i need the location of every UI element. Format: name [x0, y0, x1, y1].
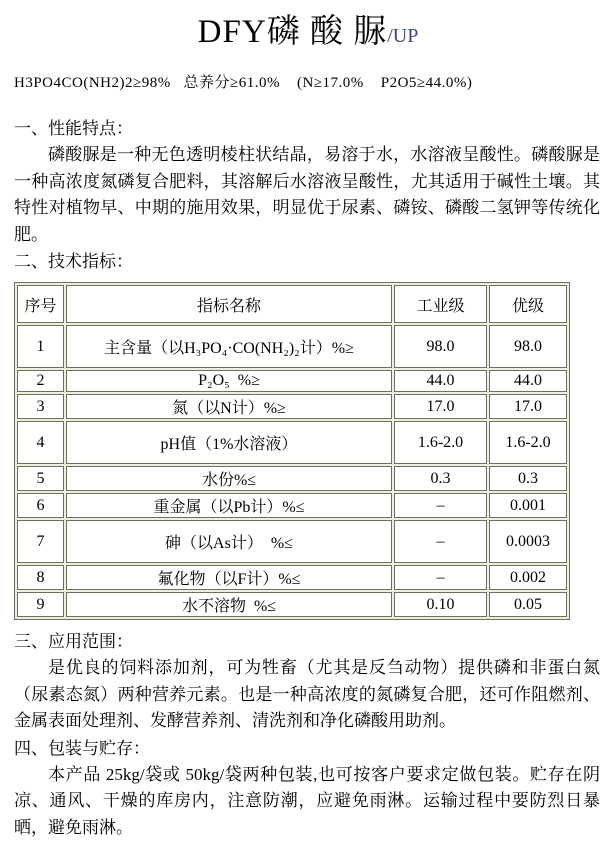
header-cell-no: 序号 — [17, 285, 64, 323]
page-title-suffix: /UP — [387, 25, 418, 47]
header-cell-industrial-grade: 工业级 — [394, 285, 487, 323]
industrial-value-cell: 0.3 — [394, 466, 487, 491]
table-row — [17, 466, 567, 491]
premium-value-cell: 0.001 — [489, 493, 567, 518]
section-heading-performance: 一、性能特点： — [14, 116, 616, 142]
page-title-main: DFY磷 酸 脲 — [198, 14, 388, 50]
row-no-cell: 7 — [17, 520, 64, 563]
premium-value-cell: 0.3 — [489, 466, 567, 491]
premium-value-cell: 98.0 — [489, 325, 567, 368]
technical-indicators-table — [14, 282, 570, 620]
section-body-performance: 磷酸脲是一种无色透明棱柱状结晶，易溶于水，水溶液呈酸性。磷酸脲是一种高浓度氮磷复合肥料，其溶解后水溶液呈酸性，尤其适用于碱性土壤。其特性对植物早、中期的施用效果，明显优于尿素、磷铵、磷酸二氢钾等传统化肥。 — [14, 142, 600, 248]
premium-value-cell: 0.0003 — [489, 520, 567, 563]
header-cell-premium-grade: 优级 — [489, 285, 567, 323]
industrial-value-cell: 1.6-2.0 — [394, 421, 487, 464]
section-body-packaging-storage: 本产品 25kg/袋或 50kg/袋两种包装,也可按客户要求定做包装。贮存在阴凉、通风、干燥的库房内，注意防潮，应避免雨淋。运输过程中要防烈日暴晒，避免雨淋。 — [14, 762, 600, 841]
premium-value-cell: 44.0 — [489, 370, 567, 392]
row-no-cell: 2 — [17, 370, 64, 392]
table-row — [17, 421, 567, 464]
header-cell-indicator-name: 指标名称 — [66, 285, 392, 323]
premium-value-cell: 1.6-2.0 — [489, 421, 567, 464]
formula-line: H3PO4CO(NH2)2≥98% 总养分≥61.0% (N≥17.0% P2O5≥44.0%) — [14, 71, 616, 92]
row-no-cell: 8 — [17, 565, 64, 590]
indicator-name-cell: 氮（以N计）%≥ — [66, 394, 392, 419]
table-row — [17, 493, 567, 518]
table-row — [17, 592, 567, 617]
indicator-name-cell: 水份%≤ — [66, 466, 392, 491]
indicator-name-cell: 氟化物（以F计）%≤ — [66, 565, 392, 590]
row-no-cell: 1 — [17, 325, 64, 368]
page-title — [0, 5, 616, 52]
row-no-cell: 5 — [17, 466, 64, 491]
row-no-cell: 3 — [17, 394, 64, 419]
section-heading-application-scope: 三、应用范围： — [14, 629, 616, 655]
industrial-value-cell: 44.0 — [394, 370, 487, 392]
industrial-value-cell: 0.10 — [394, 592, 487, 617]
indicator-name-cell: 重金属（以Pb计）%≤ — [66, 493, 392, 518]
premium-value-cell: 0.002 — [489, 565, 567, 590]
section-heading-packaging-storage: 四、包装与贮存： — [14, 736, 616, 762]
table-header-row — [17, 285, 567, 323]
table-row — [17, 520, 567, 563]
industrial-value-cell: – — [394, 520, 487, 563]
indicator-name-cell: P₂O₅ %≥ — [66, 370, 392, 392]
table-row — [17, 394, 567, 419]
table-row — [17, 565, 567, 590]
row-no-cell: 6 — [17, 493, 64, 518]
section-heading-technical-indicators: 二、技术指标： — [14, 249, 616, 275]
indicator-name-cell: 砷（以As计） %≤ — [66, 520, 392, 563]
table-row — [17, 325, 567, 368]
industrial-value-cell: 17.0 — [394, 394, 487, 419]
premium-value-cell: 17.0 — [489, 394, 567, 419]
industrial-value-cell: 98.0 — [394, 325, 487, 368]
table-row — [17, 370, 567, 392]
indicator-name-cell: 主含量（以H₃PO₄·CO(NH₂)₂计）%≥ — [66, 325, 392, 368]
industrial-value-cell: – — [394, 493, 487, 518]
premium-value-cell: 0.05 — [489, 592, 567, 617]
row-no-cell: 4 — [17, 421, 64, 464]
industrial-value-cell: – — [394, 565, 487, 590]
row-no-cell: 9 — [17, 592, 64, 617]
indicator-name-cell: pH值（1%水溶液） — [66, 421, 392, 464]
indicator-name-cell: 水不溶物 %≤ — [66, 592, 392, 617]
section-body-application-scope: 是优良的饲料添加剂，可为牲畜（尤其是反刍动物）提供磷和非蛋白氮（尿素态氮）两种营养元素。也是一种高浓度的氮磷复合肥，还可作阻燃剂、金属表面处理剂、发酵营养剂、清洗剂和净化磷酸用助剂。 — [14, 655, 600, 735]
